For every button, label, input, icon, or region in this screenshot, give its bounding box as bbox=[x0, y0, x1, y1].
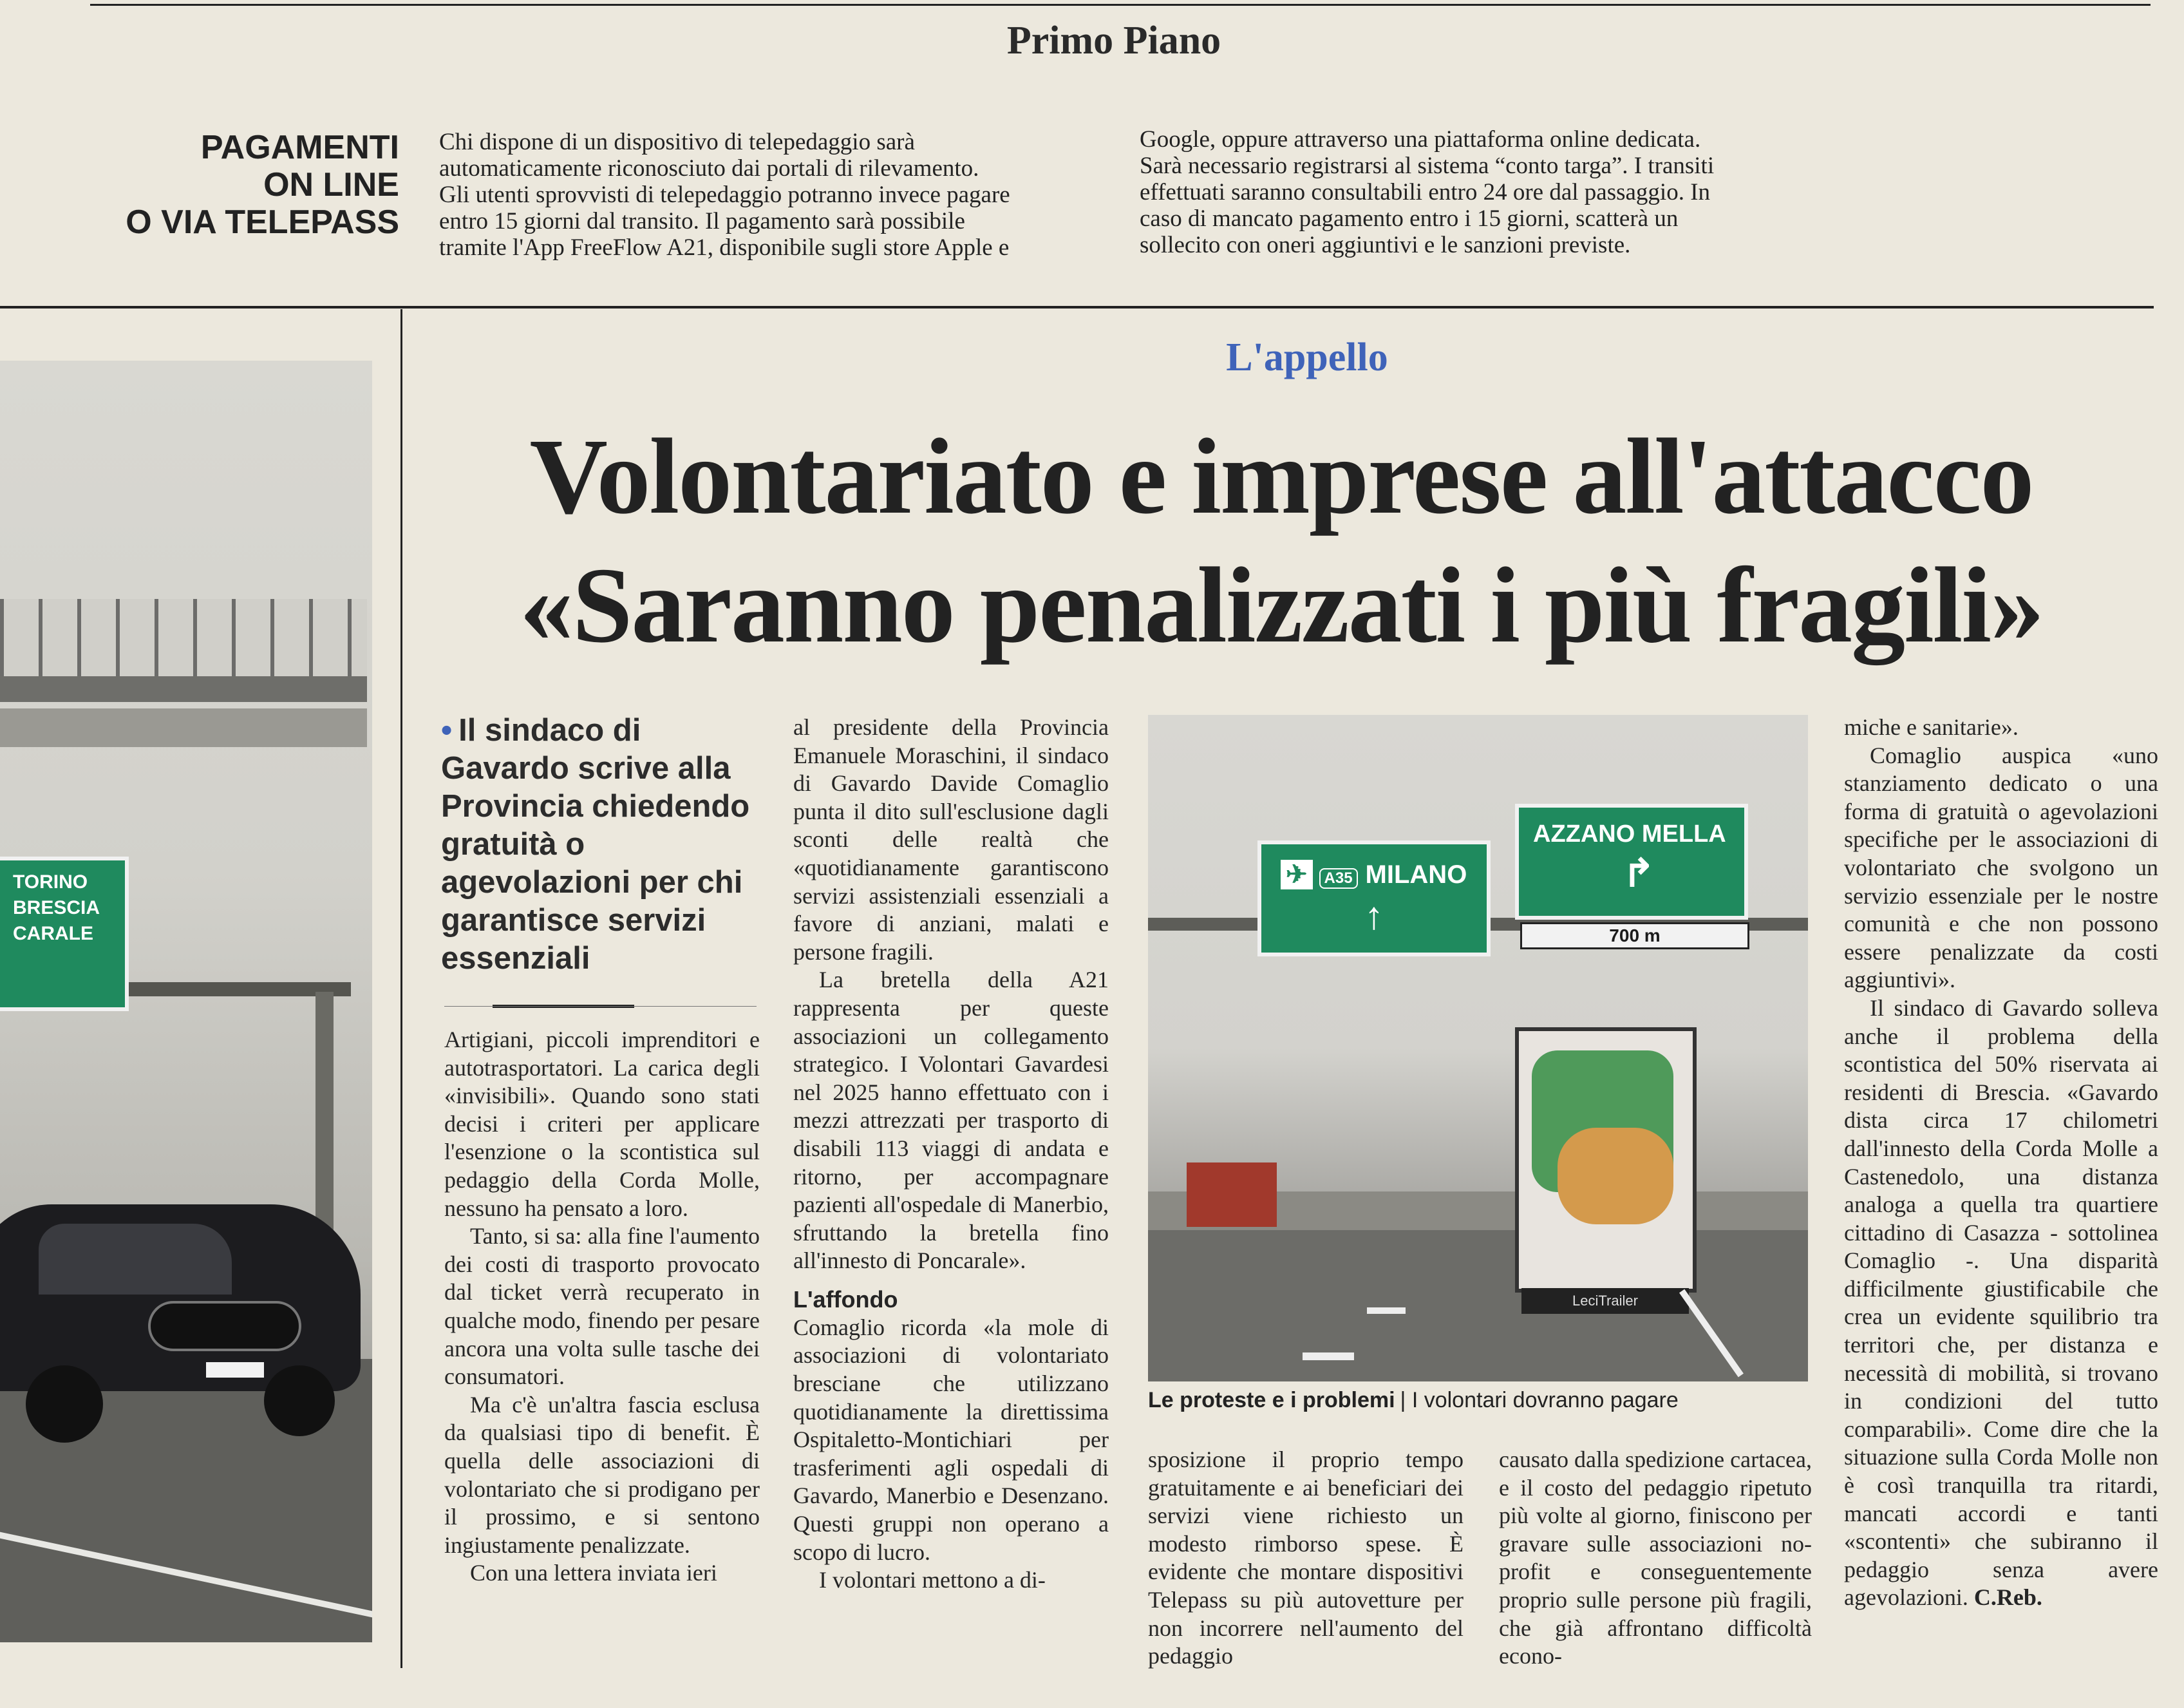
sign-line: TORINO bbox=[13, 871, 88, 893]
sign-line: BRESCIA bbox=[13, 897, 100, 918]
column-2 bbox=[793, 714, 1109, 1595]
caption-text: I volontari dovranno pagare bbox=[1411, 1388, 1679, 1412]
headline: Volontariato e imprese all'attacco «Saranno penalizzati i più fragili» bbox=[519, 417, 2044, 665]
signature: C.Reb. bbox=[1973, 1584, 2042, 1611]
column-1 bbox=[444, 1026, 760, 1588]
paragraph: causato dalla spedizione cartacea, e il costo del pedaggio ripetuto più volte al giorno, finiscono per gravare sulle associazioni no-profit e conseguentemente proprio sulle persone più fragili, che già affrontano difficoltà econo- bbox=[1499, 1447, 1812, 1669]
sidebox-title-line: O VIA TELEPASS bbox=[126, 204, 399, 241]
truck bbox=[1515, 1027, 1697, 1293]
bullet-icon: • bbox=[441, 713, 453, 748]
arrow-turn-right-icon: ↱ bbox=[1622, 851, 1655, 895]
road-sign-milano bbox=[1257, 840, 1491, 956]
paragraph: Ma c'è un'altra fascia esclusa da qualsiasi tipo di benefit. È quella delle associazioni di volontariato che si prodigano per il prossimo, e si sentono ingiustamente penalizzate. bbox=[444, 1391, 760, 1558]
sidebox-title-line: PAGAMENTI bbox=[200, 129, 399, 166]
column-divider bbox=[400, 309, 402, 1668]
highway-photo bbox=[1148, 715, 1808, 1381]
road-sign-azzano bbox=[1515, 804, 1748, 920]
column-3 bbox=[1148, 1446, 1464, 1671]
kicker: L'appello bbox=[1226, 336, 1388, 379]
sidebox-column-2: Google, oppure attraverso una piattaforma online dedicata. Sarà necessario registrarsi al sistema “conto targa”. I transiti effettuati saranno consultabili entro 24 ore dal passaggio. In caso di mancato pagamento entro i 15 giorni, scatterà un sollecito con oneri aggiuntivi e le sanzioni previste. bbox=[1140, 126, 1715, 258]
paragraph: Comaglio ricorda «la mole di associazioni di volontariato bresciane che utilizzano quotidianamente la direttissima Ospitaletto-Montichiari per trasferimenti agli ospedali di Gavardo, Manerbio e Desenzano. Questi gruppi non operano a scopo di lucro. bbox=[793, 1314, 1109, 1565]
section-title: Primo Piano bbox=[1006, 19, 1221, 62]
summary bbox=[441, 712, 763, 978]
paragraph-text: Il sindaco di Gavardo solleva anche il problema della scontistica del 50% riservata ai residenti di Brescia. «Gavardo dista circa 17 chilometri dall'innesto della Corda Molle a Castenedolo, una distanza analoga a quella tra quartiere cittadino di Casazza - sottolinea Comaglio -. Una disparità difficilmente giustificabile che crea un evidente squilibrio tra territori che, per distanza e necessità di mobilità, si trovano in condizioni del tutto comparabili». Come dire che la situazione sulla Corda Molle non è così tranquilla tra ritardi, mancati accordi e tanti «scontenti» che subiranno il pedaggio senza avere agevolazioni. bbox=[1844, 994, 2158, 1611]
paragraph: sposizione il proprio tempo gratuitamente e ai beneficiari dei servizi viene richiesto un modesto rimborso spese. È evidente che montare dispositivi Telepass su più autovetture per non incorrere nell'aumento del pedaggio bbox=[1148, 1447, 1464, 1669]
top-rule bbox=[90, 4, 2151, 6]
paragraph: Con una lettera inviata ieri bbox=[470, 1560, 717, 1586]
arrow-up-icon: ↑ bbox=[1364, 894, 1384, 937]
sidebox-title bbox=[64, 129, 399, 241]
paragraph: Comaglio auspica «uno stanziamento dedicato o una forma di gratuità o agevolazioni specifiche per le associazioni di volontariato che svolgono un servizio essenziale per le nostre comunità e che non possono essere penalizzate da costi aggiuntivi». bbox=[1844, 742, 2158, 993]
airport-icon: ✈ bbox=[1281, 860, 1313, 889]
distance-plate: 700 m bbox=[1520, 922, 1749, 949]
paragraph: miche e sanitarie». bbox=[1844, 714, 2019, 740]
column-5 bbox=[1844, 714, 2158, 1612]
summary-rule-thin bbox=[444, 1006, 757, 1007]
sign-line: CARALE bbox=[13, 923, 93, 944]
sign-label: MILANO bbox=[1365, 860, 1467, 889]
subhead: L'affondo bbox=[793, 1286, 898, 1313]
photo-caption: Le proteste e i problemi | I volontari dovranno pagare bbox=[1148, 1388, 1679, 1412]
paragraph: La bretella della A21 rappresenta per queste associazioni un collegamento strategico. I Volontari Gavardesi nel 2025 hanno effettuato con i mezzi attrezzati per trasporto di disabili 113 viaggi di andata e ritorno, per accompagnare pazienti all'ospedale di Manerbio, sfruttando la bretella fino all'innesto di Poncarale». bbox=[793, 967, 1109, 1274]
road-sign-left bbox=[0, 857, 129, 1011]
sidebox-bottom-rule bbox=[0, 306, 2154, 308]
route-badge: A35 bbox=[1319, 868, 1358, 889]
paragraph: Tanto, si sa: alla fine l'aumento dei costi di trasporto provocato dal ticket verrà recuperato in qualche modo, finendo per pesare ancora una volta sulle tasche dei consumatori. bbox=[444, 1223, 760, 1390]
trailer-brand: LeciTrailer bbox=[1521, 1288, 1689, 1314]
paragraph: Artigiani, piccoli imprenditori e autotrasportatori. La carica degli «invisibili». Quando sono stati decisi i criteri per applicare l'esenzione o la scontistica sul pedaggio della Corda Molle, nessuno ha pensato a loro. bbox=[444, 1027, 760, 1221]
sidebox-title-line: ON LINE bbox=[263, 166, 399, 204]
paragraph: I volontari mettono a di- bbox=[819, 1567, 1046, 1593]
caption-bold: Le proteste e i problemi bbox=[1148, 1388, 1395, 1412]
summary-text: Il sindaco di Gavardo scrive alla Provincia chiedendo gratuità o agevolazioni per chi garantisce servizi essenziali bbox=[441, 713, 750, 976]
column-4 bbox=[1499, 1446, 1812, 1671]
paragraph: al presidente della Provincia Emanuele Moraschini, il sindaco di Gavardo Davide Comaglio punta il dito sull'esclusione dagli sconti delle realtà che «quotidianamente garantiscono servizi assistenziali essenziali a favore di anziani, malati e persone fragili. bbox=[793, 714, 1109, 965]
sign-label: AZZANO MELLA bbox=[1533, 821, 1726, 848]
paragraph bbox=[1844, 994, 2158, 1612]
left-photo bbox=[0, 361, 372, 1642]
sidebox-column-1: Chi dispone di un dispositivo di telepedaggio sarà automaticamente riconosciuto dai portali di rilevamento. Gli utenti sprovvisti di telepedaggio potranno invece pagare entro 15 giorni dal transito. Il pagamento sarà possibile tramite l'App FreeFlow A21, disponibile sugli store Apple e bbox=[439, 129, 1010, 261]
